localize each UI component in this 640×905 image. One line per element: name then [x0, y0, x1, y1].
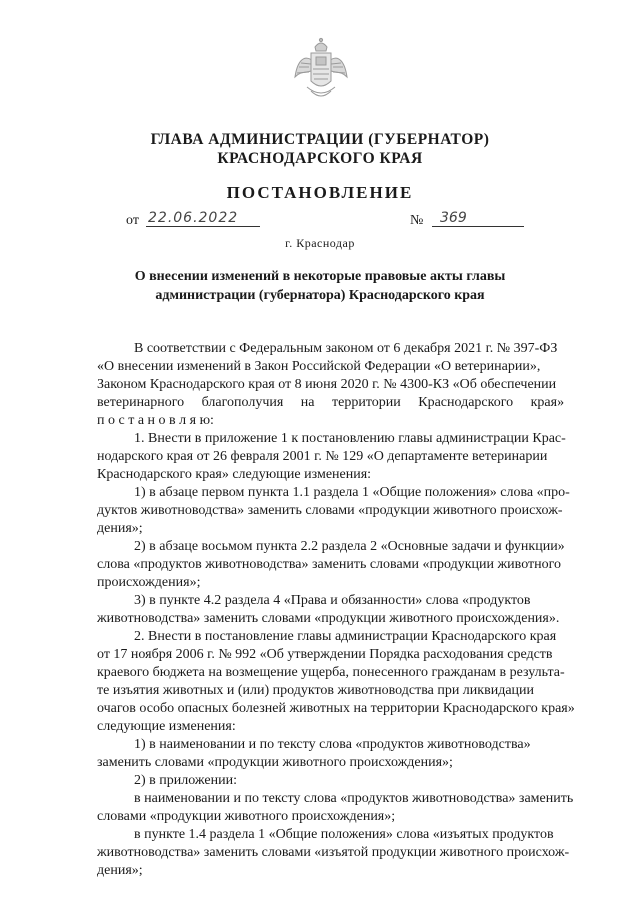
- body-line: краевого бюджета на возмещение ущерба, понесенного гражданам в результа-: [97, 665, 565, 680]
- body-line: заменить словами «продукции животного происхождения»;: [97, 755, 453, 770]
- number-label: №: [410, 213, 424, 228]
- body-line: п о с т а н о в л я ю:: [97, 413, 214, 428]
- body-line: происхождения»;: [97, 575, 201, 590]
- document-type-title: ПОСТАНОВЛЕНИЕ: [226, 183, 414, 202]
- body-line: ветеринарного благополучия на территории Краснодарского края»: [97, 395, 565, 410]
- issuer-line-1: ГЛАВА АДМИНИСТРАЦИИ (ГУБЕРНАТОР): [150, 131, 490, 148]
- body-line: 2) в абзаце восьмом пункта 2.2 раздела 2 «Основные задачи и функции»: [134, 539, 565, 554]
- city-line: г. Краснодар: [285, 236, 355, 250]
- body-line: животноводства» заменить словами «продукции животного происхождения».: [97, 611, 560, 626]
- body-line: 2. Внести в постановление главы администрации Краснодарского края: [134, 629, 557, 644]
- body-line: 1) в наименовании и по тексту слова «продуктов животноводства»: [134, 737, 531, 752]
- body-line: «О внесении изменений в Закон Российской Федерации «О ветеринарии»,: [97, 359, 541, 374]
- body-line: от 17 ноября 2006 г. № 992 «Об утверждении Порядка расходования средств: [97, 647, 553, 662]
- body-line: очагов особо опасных болезней животных на территории Краснодарского края»: [97, 701, 575, 716]
- body-line: словами «продукции животного происхождения»;: [97, 809, 396, 824]
- document-date: 22.06.2022: [146, 210, 260, 227]
- body-line: 3) в пункте 4.2 раздела 4 «Права и обязанности» слова «продуктов: [134, 593, 531, 608]
- body-line: Краснодарского края» следующие изменения:: [97, 467, 372, 482]
- body-line: 1) в абзаце первом пункта 1.1 раздела 1 «Общие положения» слова «про-: [134, 485, 570, 500]
- issuer-line-2: КРАСНОДАРСКОГО КРАЯ: [217, 150, 423, 167]
- body-line: 2) в приложении:: [134, 773, 237, 788]
- document-number: 369: [432, 210, 524, 227]
- body-line: дения»;: [97, 863, 143, 878]
- body-line: дуктов животноводства» заменить словами «продукции животного происхож-: [97, 503, 563, 518]
- date-label: от: [126, 213, 139, 228]
- subject-line-1: О внесении изменений в некоторые правовые акты главы: [134, 269, 506, 284]
- body-line: В соответствии с Федеральным законом от 6 декабря 2021 г. № 397-ФЗ: [134, 341, 558, 356]
- coat-of-arms-emblem: [293, 37, 349, 103]
- body-line: в наименовании и по тексту слова «продуктов животноводства» заменить: [134, 791, 574, 806]
- body-line: нодарского края от 26 февраля 2001 г. № 129 «О департаменте ветеринарии: [97, 449, 548, 464]
- body-line: 1. Внести в приложение 1 к постановлению главы администрации Крас-: [134, 431, 566, 446]
- subject-line-2: администрации (губернатора) Краснодарского края: [155, 288, 485, 303]
- document-body: [97, 340, 617, 880]
- body-line: те изъятия животных и (или) продуктов животноводства при ликвидации: [97, 683, 535, 698]
- body-line: Законом Краснодарского края от 8 июня 2020 г. № 4300-КЗ «Об обеспечении: [97, 377, 557, 392]
- body-line: дения»;: [97, 521, 143, 536]
- body-line: слова «продуктов животноводства» заменить словами «продукции животного: [97, 557, 562, 572]
- body-line: животноводства» заменить словами «изъятой продукции животного происхож-: [97, 845, 570, 860]
- body-line: следующие изменения:: [97, 719, 236, 734]
- body-line: в пункте 1.4 раздела 1 «Общие положения» слова «изъятых продуктов: [134, 827, 554, 842]
